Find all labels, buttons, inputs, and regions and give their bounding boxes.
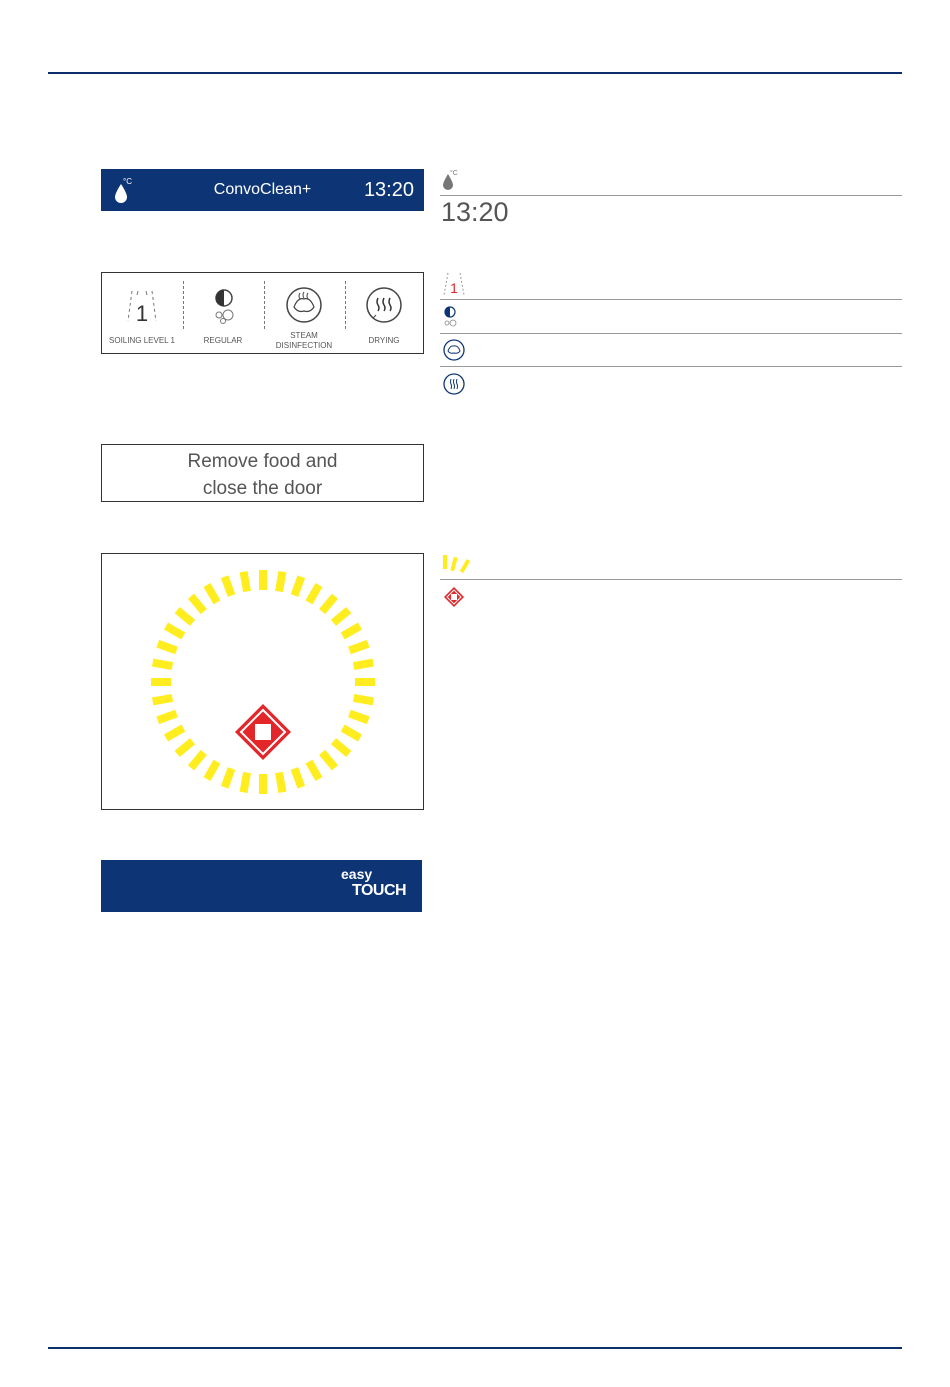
logo-touch: TOUCH	[352, 882, 407, 899]
regular-mode-icon	[203, 285, 243, 325]
ring-dash	[354, 663, 374, 666]
option-steam-disinfection[interactable]	[264, 273, 344, 353]
progress-ring	[102, 554, 423, 809]
legend-divider	[440, 195, 902, 196]
option-label-line1: STEAM	[290, 331, 318, 340]
legend-divider	[440, 299, 902, 300]
ring-dash	[354, 698, 374, 701]
door-message	[101, 444, 424, 502]
ring-dash	[158, 713, 177, 720]
ring-dash	[177, 741, 192, 754]
drying-icon	[442, 372, 466, 401]
regular-mode-icon	[442, 305, 460, 334]
logo-easy: easy	[341, 866, 373, 882]
program-title: ConvoClean+	[213, 181, 312, 198]
ring-dash	[279, 773, 282, 793]
steam-disinfection-icon	[284, 285, 324, 325]
ring-dash	[322, 752, 335, 767]
easytouch-logo-bar	[101, 860, 422, 912]
option-soiling-level[interactable]	[102, 273, 182, 353]
ring-dashes-icon	[441, 553, 475, 580]
ring-dash	[166, 626, 183, 636]
steam-disinfection-icon	[442, 338, 466, 367]
ring-dash	[343, 728, 360, 738]
ring-dash	[207, 762, 217, 779]
ring-dash	[166, 728, 183, 738]
start-stop-panel	[101, 553, 424, 810]
legend-clock-time: 13:20	[441, 197, 509, 227]
drop-temperature-icon	[441, 168, 461, 197]
bottom-rule	[48, 1347, 902, 1349]
ring-dash	[191, 596, 204, 611]
ring-dash	[322, 596, 335, 611]
drying-icon	[364, 285, 404, 325]
soiling-level-number: 1	[135, 301, 149, 325]
ring-dash	[225, 768, 232, 787]
ring-dash	[294, 768, 301, 787]
ring-dash	[333, 610, 348, 623]
cleaning-options	[101, 272, 424, 354]
svg-text:°C: °C	[450, 170, 458, 177]
ring-dash	[177, 610, 192, 623]
ring-dash	[343, 626, 360, 636]
stop-icon[interactable]	[233, 702, 293, 762]
soiling-level-icon	[122, 285, 162, 325]
legend-divider	[440, 366, 902, 367]
legend-soiling-level-number: 1	[450, 280, 458, 296]
legend-divider	[440, 579, 902, 580]
option-regular[interactable]	[183, 273, 263, 353]
stop-icon	[443, 586, 465, 613]
ring-dash	[244, 773, 247, 793]
ring-dash	[333, 741, 348, 754]
ring-dash	[309, 585, 319, 602]
ring-dash	[153, 698, 173, 701]
ring-dash	[244, 572, 247, 592]
message-line-1: Remove food and	[187, 451, 338, 472]
svg-text:°C: °C	[123, 177, 132, 186]
ring-dash	[191, 752, 204, 767]
option-label: DRYING	[368, 336, 400, 345]
ring-dash	[153, 663, 173, 666]
option-label: REGULAR	[203, 336, 243, 345]
clock-time: 13:20	[363, 178, 414, 201]
ring-dash	[158, 644, 177, 651]
option-label-line2: DISINFECTION	[275, 341, 333, 350]
option-label: SOILING LEVEL 1	[109, 336, 175, 345]
ring-dash	[207, 585, 217, 602]
ring-dash	[225, 577, 232, 596]
ring-dash	[309, 762, 319, 779]
header-bar	[101, 169, 424, 211]
ring-dash	[279, 572, 282, 592]
ring-dash	[294, 577, 301, 596]
soiling-level-icon	[442, 271, 466, 302]
legend-divider	[440, 333, 902, 334]
message-line-2: close the door	[202, 478, 323, 499]
ring-dash	[349, 713, 368, 720]
top-rule	[48, 72, 902, 74]
ring-dash	[349, 644, 368, 651]
option-drying[interactable]	[344, 273, 424, 353]
